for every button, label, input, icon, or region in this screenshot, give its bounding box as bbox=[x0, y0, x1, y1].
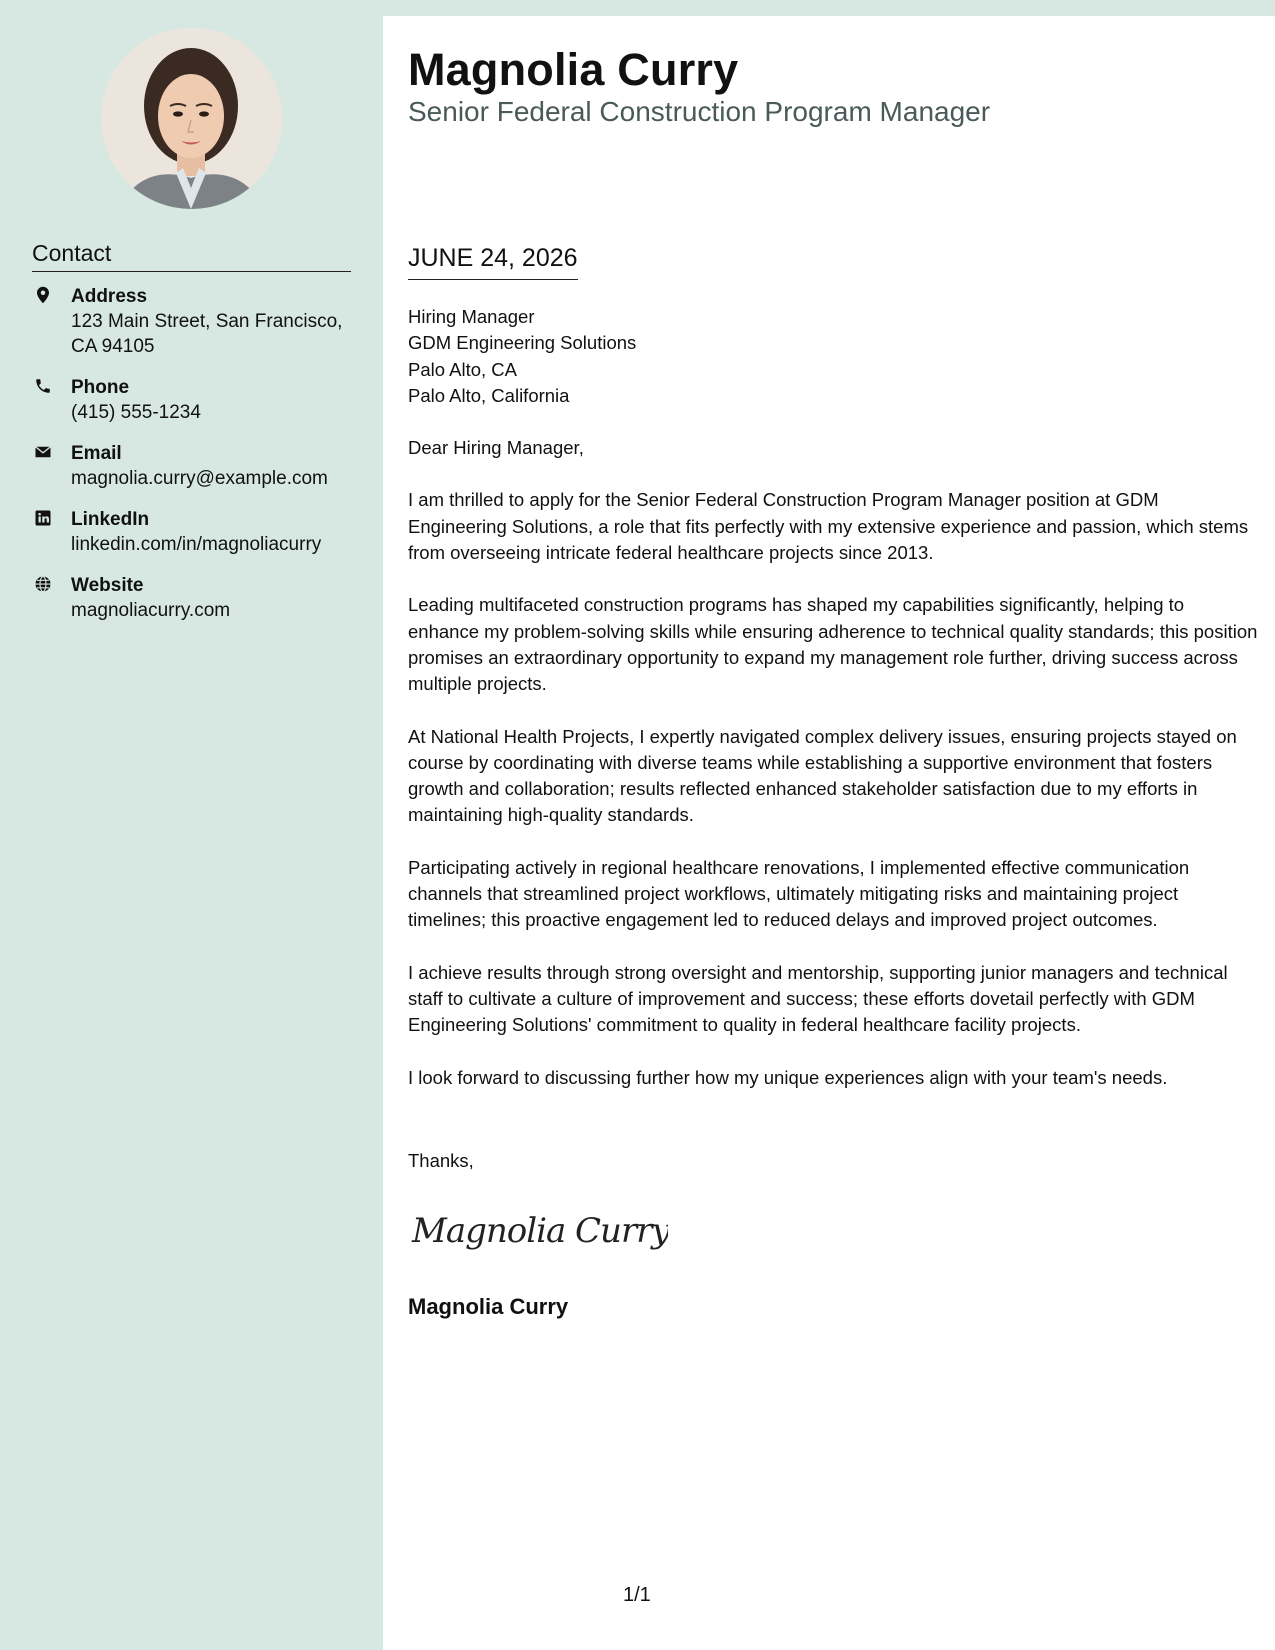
letter-paragraph: I achieve results through strong oversight and mentorship, supporting junior managers and technical staff to cultivate a culture of improvement and success; these efforts dovetail perfectly with GDM Engineering Solutions' commitment to quality in federal healthcare facility projects. bbox=[408, 961, 1228, 1036]
contact-list bbox=[32, 284, 362, 639]
letter-paragraph: Participating actively in regional healthcare renovations, I implemented effective communication channels that streamlined project workflows, ultimately mitigating risks and maintaining project timelines; this proactive engagement led to reduced delays and improved project outcomes. bbox=[408, 856, 1190, 931]
profile-photo bbox=[101, 28, 282, 209]
envelope-icon bbox=[34, 443, 52, 461]
contact-label: LinkedIn bbox=[71, 509, 150, 530]
recipient-block bbox=[408, 304, 1258, 409]
linkedin-link[interactable]: linkedin.com/in/magnoliacurry bbox=[71, 534, 322, 555]
contact-address bbox=[32, 284, 362, 359]
linkedin-icon bbox=[34, 509, 52, 527]
globe-icon bbox=[34, 575, 52, 593]
phone-value[interactable]: (415) 555-1234 bbox=[71, 402, 201, 423]
svg-text:Magnolia Curry: Magnolia Curry bbox=[412, 1211, 668, 1251]
contact-email bbox=[32, 441, 362, 491]
letter-paragraph: I am thrilled to apply for the Senior Federal Construction Program Manager position at GDM Engineering Solutions, a role that fits perfectly with my extensive experience and passion, which stems from overseeing intricate federal healthcare projects since 2013. bbox=[408, 489, 1249, 564]
recipient-line: Hiring Manager bbox=[408, 306, 535, 327]
letter-content bbox=[408, 304, 1258, 1091]
salutation: Dear Hiring Manager, bbox=[408, 437, 584, 459]
phone-icon bbox=[34, 377, 52, 395]
contact-label: Phone bbox=[71, 377, 130, 398]
contact-phone bbox=[32, 375, 362, 425]
letter-date: JUNE 24, 2026 bbox=[408, 244, 578, 280]
contact-label: Address bbox=[71, 286, 148, 307]
page-number: 1/1 bbox=[623, 1584, 651, 1606]
handwritten-signature bbox=[408, 1202, 668, 1262]
map-pin-icon bbox=[34, 286, 52, 304]
recipient-line: Palo Alto, California bbox=[408, 384, 570, 406]
contact-label: Website bbox=[71, 575, 144, 596]
email-link[interactable]: magnolia.curry@example.com bbox=[71, 468, 328, 489]
candidate-name: Magnolia Curry bbox=[408, 44, 739, 95]
letter-paragraph: Leading multifaceted construction programs has shaped my capabilities significantly, helping to enhance my problem-solving skills while ensuring adherence to technical quality standards; this position promises an extraordinary opportunity to expand my management role further, driving success across multiple projects. bbox=[408, 594, 1258, 695]
sidebar bbox=[0, 0, 383, 1650]
contact-label: Email bbox=[71, 443, 122, 464]
contact-website bbox=[32, 573, 362, 623]
candidate-title: Senior Federal Construction Program Manager bbox=[408, 96, 991, 127]
contact-heading: Contact bbox=[32, 240, 351, 272]
recipient-line: GDM Engineering Solutions bbox=[408, 332, 637, 354]
address-value: 123 Main Street, San Francisco, CA 94105 bbox=[71, 311, 343, 357]
contact-linkedin bbox=[32, 507, 362, 557]
website-link[interactable]: magnoliacurry.com bbox=[71, 600, 231, 621]
closing: Thanks, bbox=[408, 1150, 474, 1171]
letter-paragraph: I look forward to discussing further how my unique experiences align with your team's needs. bbox=[408, 1066, 1168, 1088]
signer-name: Magnolia Curry bbox=[408, 1294, 569, 1319]
recipient-line: Palo Alto, CA bbox=[408, 358, 518, 380]
letter-paragraph: At National Health Projects, I expertly navigated complex delivery issues, ensuring projects stayed on course by coordinating with diverse teams while establishing a supportive environment that fosters growth and collaboration; results reflected enhanced stakeholder satisfaction due to my efforts in maintaining high-quality standards. bbox=[408, 725, 1237, 826]
letter-body bbox=[383, 16, 1275, 1650]
